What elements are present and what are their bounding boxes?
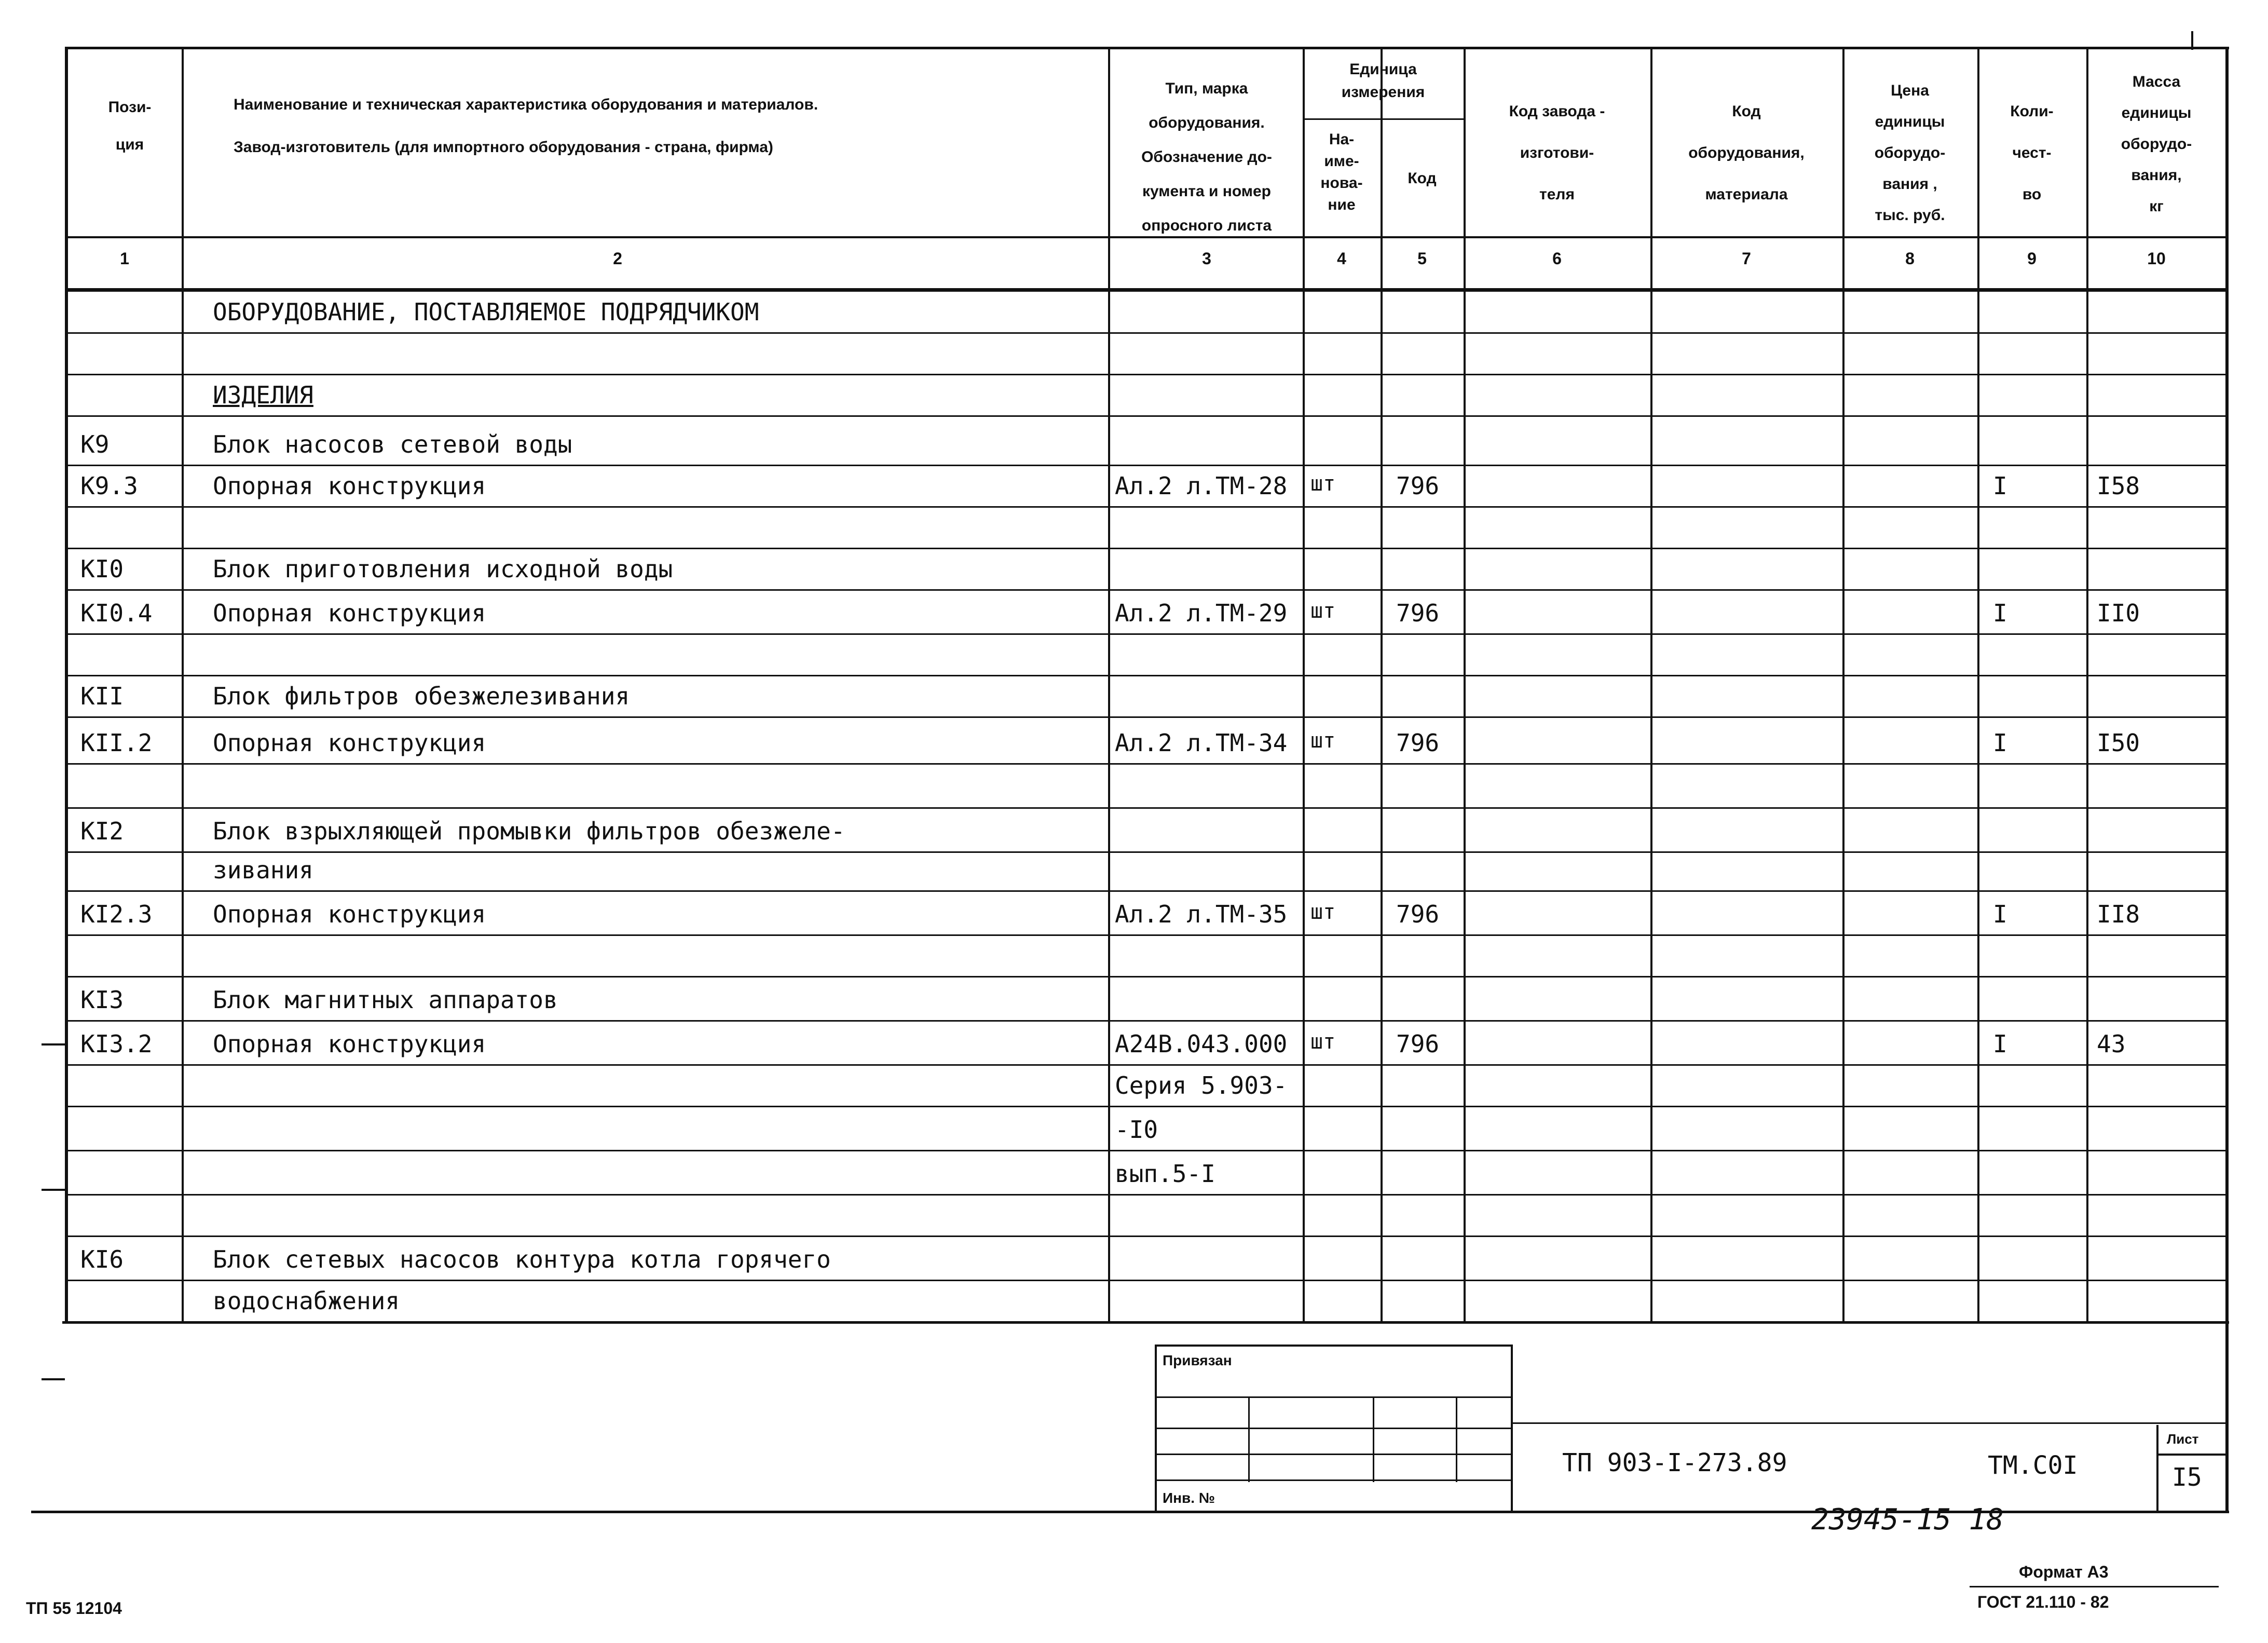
vertical-rule xyxy=(2225,47,2229,1511)
cell-name: ИЗДЕЛИЯ xyxy=(213,381,313,409)
header-price-line: единицы xyxy=(1875,113,1945,130)
horizontal-rule xyxy=(1970,1586,2219,1587)
horizontal-rule xyxy=(67,1235,2226,1237)
cell-code: 796 xyxy=(1396,729,1440,757)
cell-code: 796 xyxy=(1396,599,1440,627)
cell-unit: шт xyxy=(1310,729,1336,753)
horizontal-rule xyxy=(67,675,2226,676)
horizontal-rule xyxy=(42,1378,65,1380)
header-price-line: оборудо- xyxy=(1874,144,1946,161)
cell-doc: вып.5-I xyxy=(1115,1160,1215,1188)
cell-pos: КI2.3 xyxy=(80,900,153,928)
cell-name: Блок взрыхляющей промывки фильтров обезжеле- xyxy=(213,817,845,845)
header-mass-line: кг xyxy=(2149,198,2164,215)
header-price-line: тыс. руб. xyxy=(1875,207,1945,224)
cell-name: водоснабжения xyxy=(213,1287,400,1315)
header-mass xyxy=(2086,66,2226,222)
cell-doc: -I0 xyxy=(1115,1116,1158,1144)
cell-doc: А24В.043.000 xyxy=(1115,1030,1288,1058)
column-number: 4 xyxy=(1337,249,1346,268)
header-quantity-line: во xyxy=(2022,186,2042,203)
column-number: 8 xyxy=(1905,249,1915,268)
column-number: 7 xyxy=(1742,249,1751,268)
cell-name: зивания xyxy=(213,856,313,884)
header-position-line: Пози- xyxy=(108,99,152,116)
privyazan-label: Привязан xyxy=(1163,1352,1232,1368)
horizontal-rule xyxy=(67,807,2226,809)
header-type-line: опросного листа xyxy=(1141,217,1272,234)
horizontal-rule xyxy=(1513,1422,2226,1424)
cell-qty: I xyxy=(1993,472,2007,500)
header-unit-name-line: име- xyxy=(1324,153,1359,170)
header-equipment-code xyxy=(1650,91,1842,215)
horizontal-rule xyxy=(67,851,2226,853)
cell-unit: шт xyxy=(1310,1030,1336,1054)
header-type-line: оборудования. xyxy=(1149,114,1265,131)
vertical-rule xyxy=(1373,1396,1374,1482)
horizontal-rule xyxy=(1155,1428,1513,1429)
cell-name: Опорная конструкция xyxy=(213,599,486,627)
cell-unit: шт xyxy=(1310,599,1336,623)
header-equipment-line: Код xyxy=(1732,103,1761,120)
header-unit-name-line: На- xyxy=(1329,131,1355,148)
horizontal-rule xyxy=(67,374,2226,375)
sheet-number: I5 xyxy=(2172,1463,2202,1492)
horizontal-rule xyxy=(67,1064,2226,1066)
vertical-rule xyxy=(1456,1396,1457,1482)
column-number: 6 xyxy=(1552,249,1562,268)
horizontal-rule xyxy=(42,1189,65,1191)
horizontal-rule xyxy=(67,1194,2226,1196)
horizontal-rule xyxy=(67,589,2226,591)
cell-code: 796 xyxy=(1396,1030,1440,1058)
header-mass-line: единицы xyxy=(2121,104,2192,121)
header-unit-group xyxy=(1303,58,1464,104)
cell-qty: I xyxy=(1993,599,2007,627)
cell-pos: КI3.2 xyxy=(80,1030,153,1058)
horizontal-rule xyxy=(67,288,2226,292)
cell-name: Блок фильтров обезжелезивания xyxy=(213,682,630,710)
header-maker-code xyxy=(1464,91,1650,215)
horizontal-rule xyxy=(67,1106,2226,1107)
cell-unit: шт xyxy=(1310,472,1336,496)
document-code: ТП 903-I-273.89 xyxy=(1562,1448,1787,1477)
cell-doc: Ал.2 л.ТМ-29 xyxy=(1115,599,1288,627)
cell-doc: Серия 5.903- xyxy=(1115,1071,1288,1099)
header-quantity-line: Коли- xyxy=(2010,103,2054,120)
cell-pos: КI0 xyxy=(80,555,124,583)
header-mass-line: вания, xyxy=(2131,167,2182,184)
column-number: 5 xyxy=(1417,249,1427,268)
cell-doc: Ал.2 л.ТМ-28 xyxy=(1115,472,1288,500)
header-maker-line: теля xyxy=(1539,186,1575,203)
cell-name: Опорная конструкция xyxy=(213,472,486,500)
cell-pos: К9 xyxy=(80,430,110,458)
header-mass-line: Масса xyxy=(2132,73,2181,90)
header-mass-line: оборудо- xyxy=(2121,135,2192,153)
header-unit-name-line: нова- xyxy=(1320,174,1363,192)
horizontal-rule xyxy=(1155,1396,1513,1398)
inv-number-label: Инв. № xyxy=(1163,1490,1215,1506)
vertical-rule xyxy=(2191,31,2193,50)
cell-mass: 43 xyxy=(2097,1030,2126,1058)
footer-left-code: ТП 55 12104 xyxy=(26,1599,122,1618)
cell-name: ОБОРУДОВАНИЕ, ПОСТАВЛЯЕМОЕ ПОДРЯДЧИКОМ xyxy=(213,298,759,326)
header-price-line: вания , xyxy=(1882,175,1937,193)
horizontal-rule xyxy=(67,548,2226,549)
column-number: 3 xyxy=(1202,249,1211,268)
header-equipment-line: оборудования, xyxy=(1688,144,1805,161)
cell-mass: II0 xyxy=(2097,599,2140,627)
horizontal-rule xyxy=(67,332,2226,334)
cell-name: Блок насосов сетевой воды xyxy=(213,430,572,458)
cell-pos: КII.2 xyxy=(80,729,153,757)
footer-gost: ГОСТ 21.110 - 82 xyxy=(1977,1593,2109,1611)
cell-qty: I xyxy=(1993,1030,2007,1058)
vertical-rule xyxy=(1248,1396,1250,1482)
cell-name: Опорная конструкция xyxy=(213,900,486,928)
header-type-mark xyxy=(1111,72,1303,243)
handwritten-number: 23945-15 18 xyxy=(1811,1503,2004,1537)
header-name-line: Завод-изготовитель (для импортного оборудования - страна, фирма) xyxy=(234,139,773,156)
header-name-line: Наименование и техническая характеристика оборудования и материалов. xyxy=(234,96,818,113)
header-type-line: кумента и номер xyxy=(1142,183,1272,200)
cell-mass: I58 xyxy=(2097,472,2140,500)
horizontal-rule xyxy=(1303,118,1464,120)
column-number: 1 xyxy=(120,249,129,268)
header-maker-line: Код завода - xyxy=(1509,103,1605,120)
horizontal-rule xyxy=(67,716,2226,718)
cell-code: 796 xyxy=(1396,472,1440,500)
cell-name: Опорная конструкция xyxy=(213,1030,486,1058)
cell-code: 796 xyxy=(1396,900,1440,928)
header-type-line: Обозначение до- xyxy=(1141,148,1272,166)
cell-pos: КII xyxy=(80,682,124,710)
cell-pos: КI6 xyxy=(80,1245,124,1273)
header-position-line: ция xyxy=(115,136,144,153)
cell-pos: КI2 xyxy=(80,817,124,845)
horizontal-rule xyxy=(1155,1479,1513,1481)
header-equipment-line: материала xyxy=(1705,186,1788,203)
horizontal-rule xyxy=(2156,1454,2226,1456)
column-number: 9 xyxy=(2027,249,2037,268)
cell-doc: Ал.2 л.ТМ-35 xyxy=(1115,900,1288,928)
document-mark: ТМ.С0I xyxy=(1988,1451,2078,1480)
horizontal-rule xyxy=(67,47,2229,49)
cell-name: Опорная конструкция xyxy=(213,729,486,757)
horizontal-rule xyxy=(67,465,2226,466)
cell-pos: КI0.4 xyxy=(80,599,153,627)
cell-pos: К9.3 xyxy=(80,472,138,500)
cell-name: Блок сетевых насосов контура котла горячего xyxy=(213,1245,831,1273)
header-unit-line: измерения xyxy=(1341,84,1425,101)
horizontal-rule xyxy=(1155,1454,1513,1455)
horizontal-rule xyxy=(67,976,2226,977)
horizontal-rule xyxy=(67,415,2226,417)
header-price xyxy=(1842,75,1977,231)
cell-name: Блок приготовления исходной воды xyxy=(213,555,673,583)
horizontal-rule xyxy=(1155,1345,1513,1347)
header-position xyxy=(73,96,187,156)
footer-format: Формат А3 xyxy=(2019,1563,2109,1581)
cell-pos: КI3 xyxy=(80,986,124,1014)
horizontal-rule xyxy=(67,1150,2226,1151)
horizontal-rule xyxy=(67,506,2226,508)
cell-mass: I50 xyxy=(2097,729,2140,757)
cell-unit: шт xyxy=(1310,900,1336,924)
header-quantity-line: чест- xyxy=(2012,144,2052,161)
header-type-line: Тип, марка xyxy=(1165,80,1248,97)
sheet-label: Лист xyxy=(2167,1431,2199,1447)
header-price-line: Цена xyxy=(1891,82,1929,99)
cell-mass: II8 xyxy=(2097,900,2140,928)
cell-qty: I xyxy=(1993,729,2007,757)
column-number: 2 xyxy=(613,249,622,268)
header-unit-code: Код xyxy=(1408,170,1437,187)
header-quantity xyxy=(1977,91,2086,215)
vertical-rule xyxy=(2156,1425,2158,1511)
horizontal-rule xyxy=(67,1280,2226,1281)
column-number: 10 xyxy=(2147,249,2166,268)
header-unit-line: Единица xyxy=(1349,61,1417,78)
cell-name: Блок магнитных аппаратов xyxy=(213,986,558,1014)
horizontal-rule xyxy=(42,1043,65,1045)
horizontal-rule xyxy=(67,1020,2226,1022)
header-maker-line: изготови- xyxy=(1520,144,1594,161)
horizontal-rule xyxy=(62,1321,2229,1324)
cell-qty: I xyxy=(1993,900,2007,928)
horizontal-rule xyxy=(67,890,2226,892)
header-unit-name-line: ние xyxy=(1328,196,1356,213)
header-name xyxy=(234,93,1116,159)
horizontal-rule xyxy=(67,633,2226,635)
horizontal-rule xyxy=(67,934,2226,936)
cell-doc: Ал.2 л.ТМ-34 xyxy=(1115,729,1288,757)
header-unit-name xyxy=(1303,129,1381,216)
horizontal-rule xyxy=(67,763,2226,765)
